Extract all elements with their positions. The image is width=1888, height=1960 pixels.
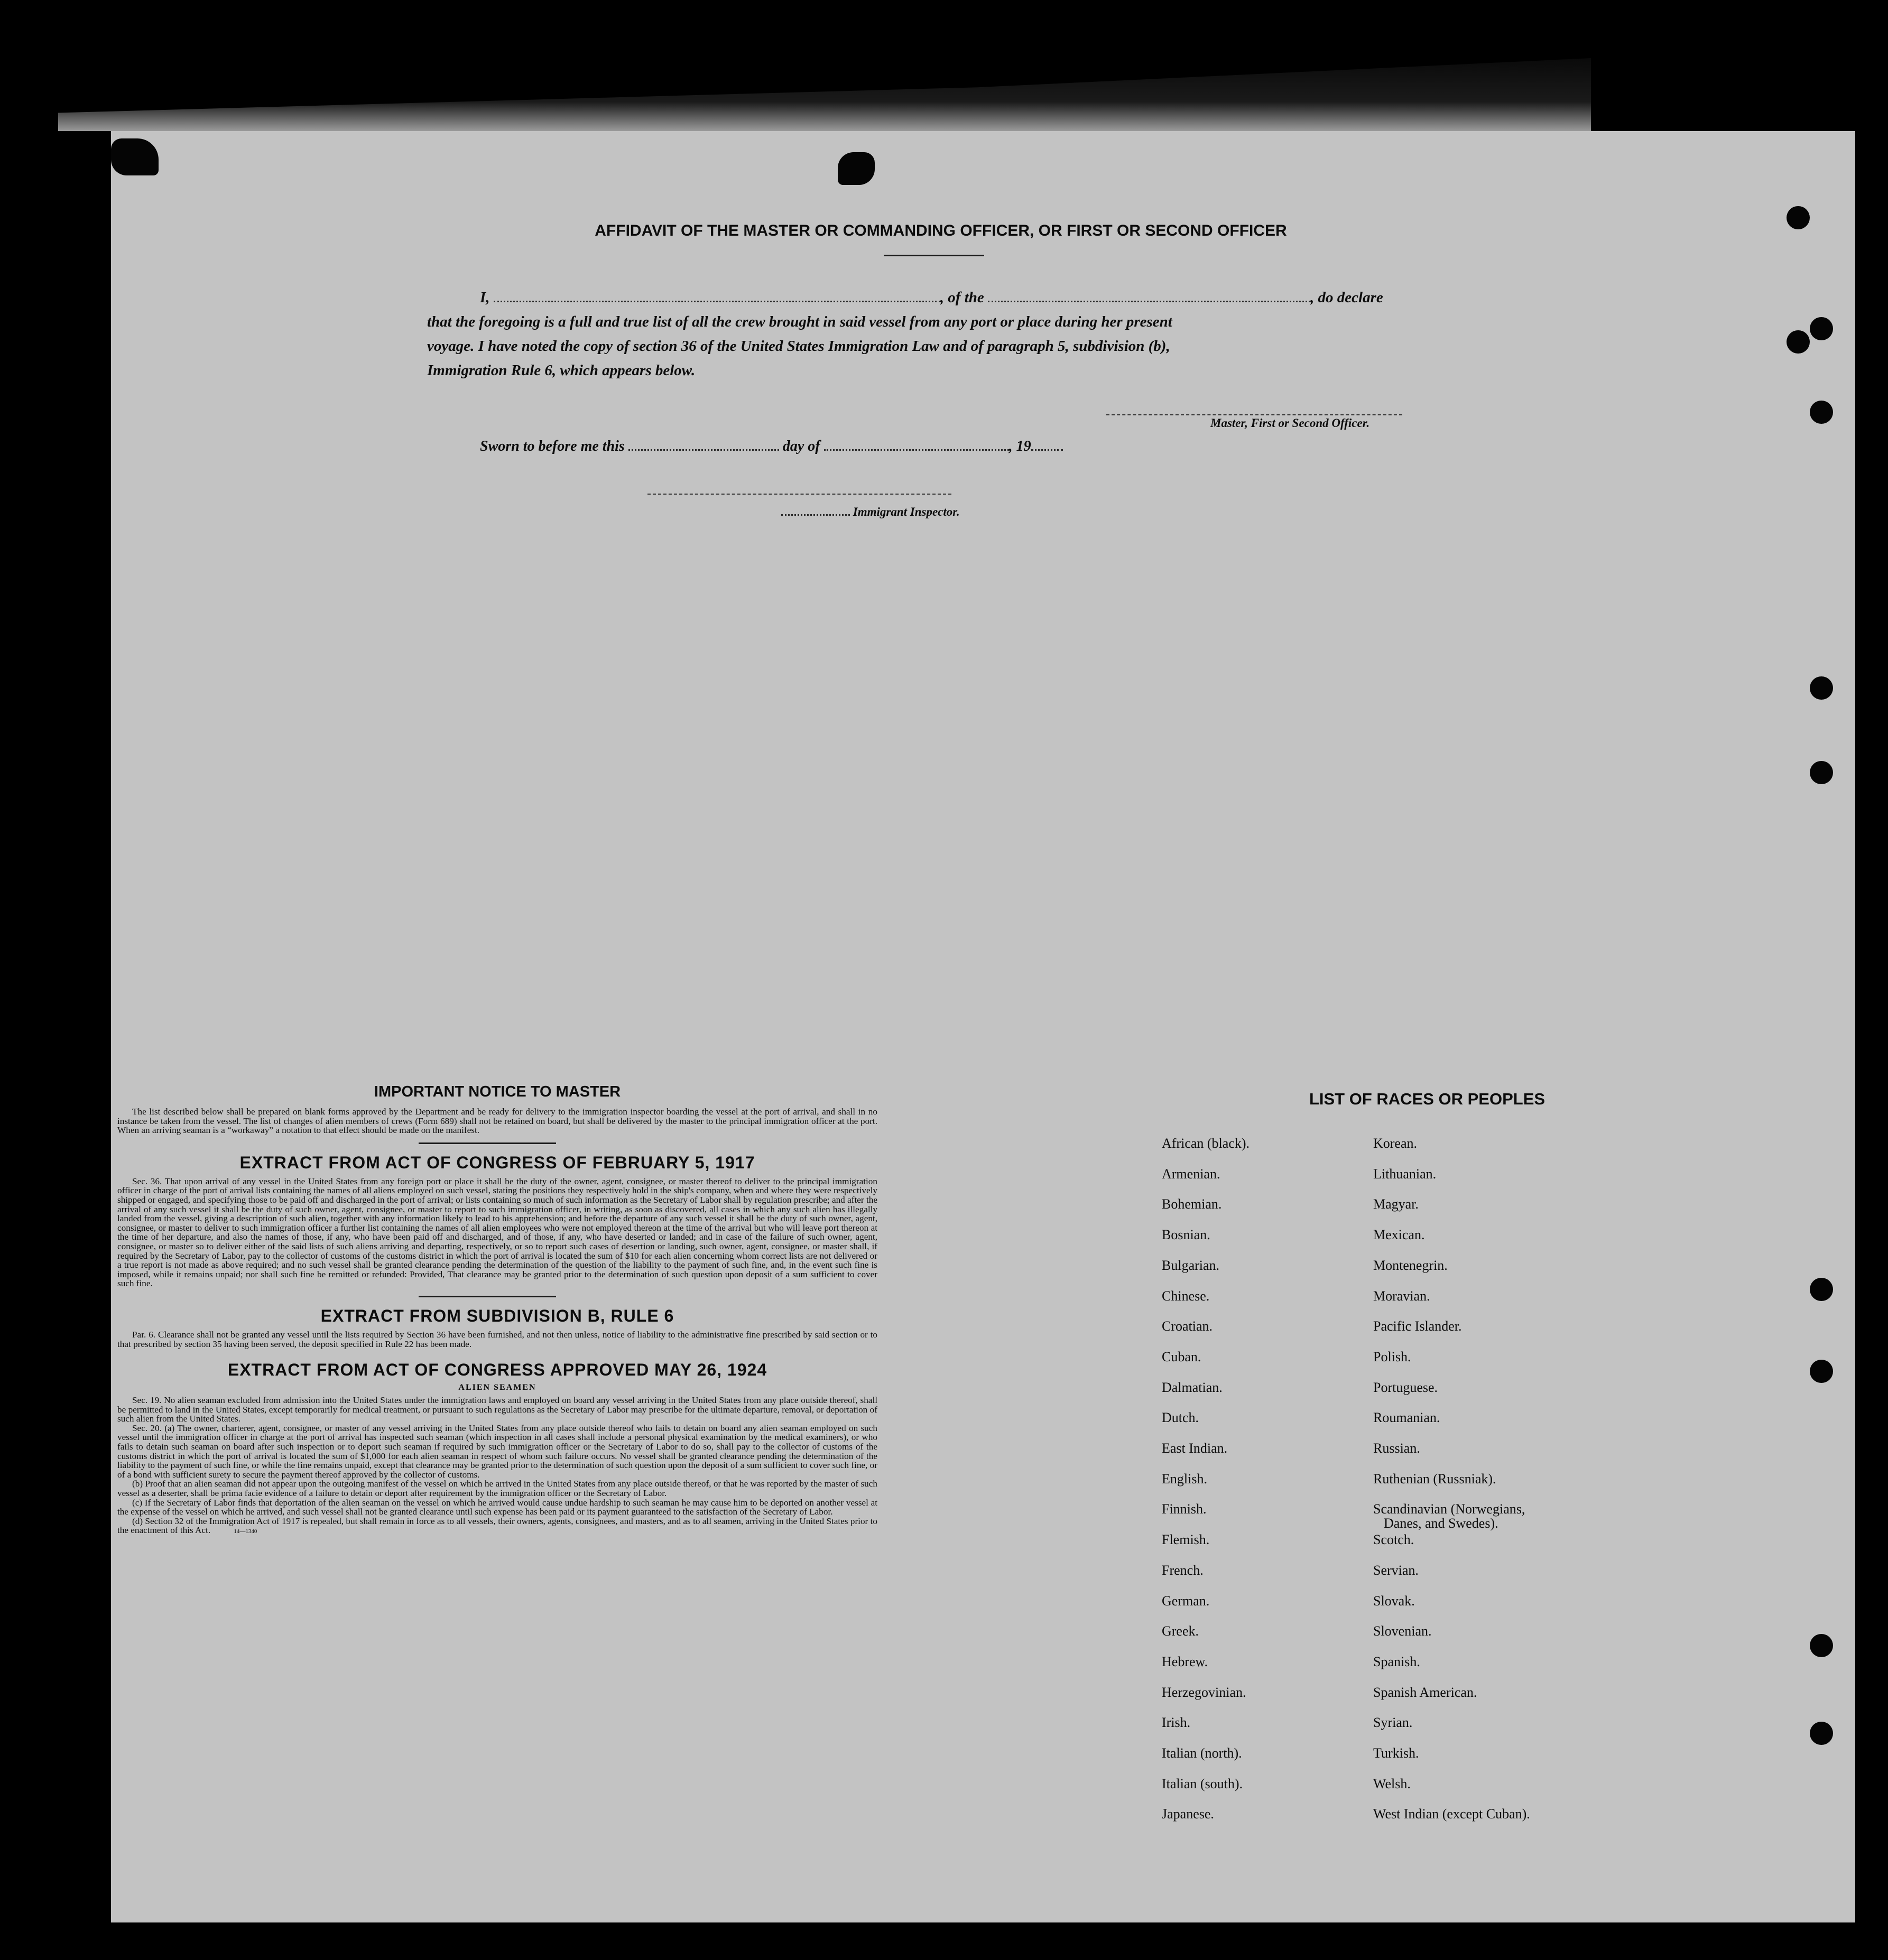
race-item: German. [1162, 1593, 1210, 1609]
extract-1917-text [117, 1177, 877, 1288]
race-item: Portuguese. [1373, 1379, 1438, 1395]
punch-hole [1810, 1634, 1833, 1657]
top-edge-shadow [58, 58, 1591, 131]
race-item: Ruthenian (Russniak). [1373, 1471, 1496, 1487]
race-item: Montenegrin. [1373, 1257, 1448, 1273]
race-item: Russian. [1373, 1441, 1420, 1456]
title-divider [884, 255, 984, 256]
punch-hole [1810, 1722, 1833, 1745]
race-item: Chinese. [1162, 1288, 1210, 1304]
affidavit-line-2: that the foregoing is a full and true list of all the crew brought in said vessel from any port or place during her present [427, 313, 1172, 330]
race-item: Turkish. [1373, 1745, 1419, 1761]
race-item: Bulgarian. [1162, 1257, 1220, 1273]
affidavit-line-1 [427, 285, 1447, 310]
sworn-day-field[interactable] [628, 439, 779, 451]
race-item: Italian (south). [1162, 1776, 1243, 1791]
race-item: Lithuanian. [1373, 1166, 1437, 1182]
punch-hole [1810, 761, 1833, 784]
race-item: Welsh. [1373, 1776, 1411, 1791]
race-item: Moravian. [1373, 1288, 1430, 1304]
race-item: Croatian. [1162, 1318, 1213, 1334]
binding-tab-left [111, 138, 159, 175]
affidavit-line-3: voyage. I have noted the copy of section 36 of the United States Immigration Law and of paragraph 5, subdivision (b), [427, 338, 1170, 355]
race-item: East Indian. [1162, 1441, 1228, 1456]
race-item: Servian. [1373, 1562, 1419, 1578]
race-item: Syrian. [1373, 1715, 1413, 1731]
notice-column [117, 1083, 877, 1537]
sec-20d-paragraph [117, 1517, 877, 1537]
vessel-field[interactable] [988, 290, 1310, 302]
divider [419, 1142, 556, 1144]
notice-text [117, 1107, 877, 1135]
punch-hole [1810, 317, 1833, 340]
sec-20a-paragraph: Sec. 20. (a) The owner, charterer, agent, consignee, or master of any vessel arriving in the United States from any place outside thereof who fails to detain on board any alien seaman employed on such vessel until the immigration officer in charge at the port of arrival has inspected such seaman (which inspection in all cases shall include a personal physical examination by the medical examiners), or who fails to detain such seaman on board after such inspection or to deport such seaman if required by such immigration officer or the Secretary of Labor to do so, shall pay to the collector of customs of the customs district in which the port of arrival is located the sum of $1,000 for each alien seaman in respect of whom such failure occurs. No vessel shall be granted clearance pending the determination of the liability to the payment of such fine, or while the fine remains unpaid, except that clearance may be granted prior to the determination of such question upon the deposit of a sum sufficient to cover such fine, or of a bond with sufficient surety to secure the payment thereof approved by the collector of customs. [117, 1423, 877, 1480]
race-item: Magyar. [1373, 1196, 1419, 1212]
affidavit-i: I, [480, 289, 490, 306]
inspector-dots [781, 507, 850, 516]
notice-paragraph: The list described below shall be prepared on blank forms approved by the Department and be ready for delivery to the immigration inspector boarding the vessel at the port of arrival, and shall in no instance be taken from the vessel. The list of changes of alien members of crews (Form 689) shall not be retained on board, but shall be delivered by the master to the principal immigration officer at the port. When an arriving seaman is a “workaway” a notation to that effect should be made on the manifest. [117, 1107, 877, 1136]
race-item: Scotch. [1373, 1532, 1414, 1548]
race-item: Herzegovinian. [1162, 1684, 1246, 1700]
inspector-label: Immigrant Inspector. [853, 505, 960, 518]
punch-hole [1787, 206, 1810, 229]
inspector-signature-line[interactable] [647, 494, 951, 496]
of-the-label: , of the [940, 289, 984, 306]
sworn-label: Sworn to before me this [480, 438, 625, 454]
race-item: Dalmatian. [1162, 1379, 1223, 1395]
punch-hole [1810, 1360, 1833, 1383]
race-item: English. [1162, 1471, 1207, 1487]
par-6-paragraph: Par. 6. Clearance shall not be granted any vessel until the lists required by Section 36 have been furnished, and not then unless, notice of liability to the administrative fine prescribed by said section or to that prescribed by section 35 having been served, the deposit specified in Rule 22 has been made. [117, 1329, 877, 1349]
race-item: Japanese. [1162, 1806, 1214, 1822]
race-item: Spanish. [1373, 1654, 1420, 1669]
affidavit-body [427, 285, 1447, 383]
race-item: Slovak. [1373, 1593, 1415, 1609]
race-item: Irish. [1162, 1715, 1191, 1731]
race-item: Hebrew. [1162, 1654, 1208, 1669]
sec-20d-text: (d) Section 32 of the Immigration Act of 1917 is repealed, but shall remain in force as to all vessels, their owners, agents, consignees, and masters, and as to all seamen, arriving in the United States prior to the enactment of this Act. [117, 1516, 877, 1536]
race-item: Cuban. [1162, 1349, 1201, 1364]
alien-seamen-heading: ALIEN SEAMEN [458, 1383, 536, 1392]
race-item: Bohemian. [1162, 1196, 1222, 1212]
extract-1917-title: EXTRACT FROM ACT OF CONGRESS OF FEBRUARY 5, 1917 [239, 1153, 755, 1172]
race-item: Bosnian. [1162, 1227, 1210, 1243]
race-item: Mexican. [1373, 1227, 1425, 1243]
sec-36-paragraph: Sec. 36. That upon arrival of any vessel in the United States from any foreign port or place it shall be the duty of the owner, agent, consignee, or master thereof to deliver to the principal immigration officer in charge of the port of arrival lists containing the names of all aliens employed on such vessel, stating the positions they respectively hold in the ship's company, when and where they were respectively shipped or engaged, and specifying those to be paid off and discharged in the port of arrival; or lists containing so much of such information as the Secretary of Labor shall by regulation prescribe; and after the arrival of any such vessel it shall be the duty of such owner, agent, consignee, or master to report to such immigration officer, in writing, as soon as discovered, all cases in which any such alien has illegally landed from the vessel, giving a description of such alien, together with any information likely to lead to his apprehension; and before the departure of any such vessel it shall be the duty of such owner, agent, consignee, or master to deliver to such immigration officer a further list containing the names of all alien employees who were not employed thereon at the time of the arrival but who will leave port thereon at the time of her departure, and also the names of those, if any, who have been paid off and discharged, and of those, if any, who have deserted or landed; and in case of the failure of such owner, agent, consignee, or master so to deliver either of the said lists of such aliens arriving and departing, respectively, or so to report such cases of desertion or landing, such owner, agent, consignee, or master shall, if required by the Secretary of Labor, pay to the collector of customs of the customs district in which the port of arrival is located the sum of $10 for each alien concerning whom correct lists are not delivered or a true report is not made as above required; and no such vessel shall be granted clearance pending the determination of the question of the liability to the payment of such fine, and, in the event such fine is imposed, while it remains unpaid; nor shall such fine be remitted or refunded: Provided, That clearance may be granted prior to the determination of such question upon deposit of a sum sufficient to cover such fine. [117, 1176, 877, 1289]
race-item: Polish. [1373, 1349, 1411, 1364]
race-item: Italian (north). [1162, 1745, 1242, 1761]
subdivision-b-title: EXTRACT FROM SUBDIVISION B, RULE 6 [320, 1306, 674, 1325]
race-item: African (black). [1162, 1136, 1250, 1151]
race-item: Slovenian. [1373, 1623, 1432, 1639]
punch-hole [1787, 330, 1810, 354]
punch-hole [1810, 401, 1833, 424]
inspector-line [781, 505, 960, 519]
year-label: , 19 [1008, 438, 1031, 454]
subdivision-b-text [117, 1330, 877, 1349]
race-item: Armenian. [1162, 1166, 1220, 1182]
race-item: Scandinavian (Norwegians, [1373, 1501, 1525, 1517]
do-declare-label: , do declare [1310, 289, 1383, 306]
sec-20c-paragraph: (c) If the Secretary of Labor finds that deportation of the alien seaman on the vessel on which he arrived would cause undue hardship to such seaman he may cause him to be deported on another vessel at the expense of the vessel on which he arrived, and such vessel shall not be granted clearance until such expense has been paid or its payment guaranteed to the satisfaction of the Secretary of Labor. [117, 1497, 877, 1517]
punch-hole [1810, 676, 1833, 700]
sworn-line [480, 434, 1063, 459]
document-page [111, 131, 1855, 1922]
race-item: Spanish American. [1373, 1684, 1477, 1700]
extract-1924-title: EXTRACT FROM ACT OF CONGRESS APPROVED MAY 26, 1924 [227, 1360, 767, 1380]
notice-title: IMPORTANT NOTICE TO MASTER [374, 1083, 621, 1100]
extract-1924-text [117, 1396, 877, 1537]
affidavit-title: AFFIDAVIT OF THE MASTER OR COMMANDING OFFICER, OR FIRST OR SECOND OFFICER [595, 222, 1287, 239]
binding-tab-center [838, 152, 875, 185]
sworn-year-field[interactable] [1031, 439, 1063, 451]
race-item: Korean. [1373, 1136, 1418, 1151]
race-item: Dutch. [1162, 1410, 1199, 1426]
race-item: West Indian (except Cuban). [1373, 1806, 1530, 1822]
sec-20b-paragraph: (b) Proof that an alien seaman did not appear upon the outgoing manifest of the vessel on which he arrived in the United States from any place outside thereof, or that he was reported by the master of such vessel as a deserter, shall be prima facie evidence of a failure to detain or deport after requirement by the immigration officer or the Secretary of Labor. [117, 1479, 877, 1499]
divider [419, 1296, 556, 1297]
race-item: Roumanian. [1373, 1410, 1440, 1426]
race-item: Greek. [1162, 1623, 1199, 1639]
sec-19-paragraph: Sec. 19. No alien seaman excluded from admission into the United States under the immigration laws and employed on board any vessel arriving in the United States from any place outside thereof, shall be permitted to land in the United States, except temporarily for medical treatment, or pursuant to such regulations as the Secretary of Labor may prescribe for the ultimate departure, removal, or deportation of such alien from the United States. [117, 1395, 877, 1424]
name-field[interactable] [494, 290, 940, 302]
race-item: Flemish. [1162, 1532, 1210, 1548]
form-number: 14—1340 [234, 1528, 257, 1535]
race-item: Pacific Islander. [1373, 1318, 1462, 1334]
race-item-continued: Danes, and Swedes). [1384, 1516, 1498, 1531]
race-item: Finnish. [1162, 1501, 1207, 1517]
day-of-label: day of [782, 438, 820, 454]
races-title: LIST OF RACES OR PEOPLES [1309, 1090, 1545, 1108]
punch-hole [1810, 1278, 1833, 1301]
race-item: French. [1162, 1562, 1204, 1578]
affidavit-line-4: Immigration Rule 6, which appears below. [427, 362, 696, 379]
sworn-month-field[interactable] [824, 439, 1009, 451]
master-label: Master, First or Second Officer. [1210, 416, 1370, 430]
